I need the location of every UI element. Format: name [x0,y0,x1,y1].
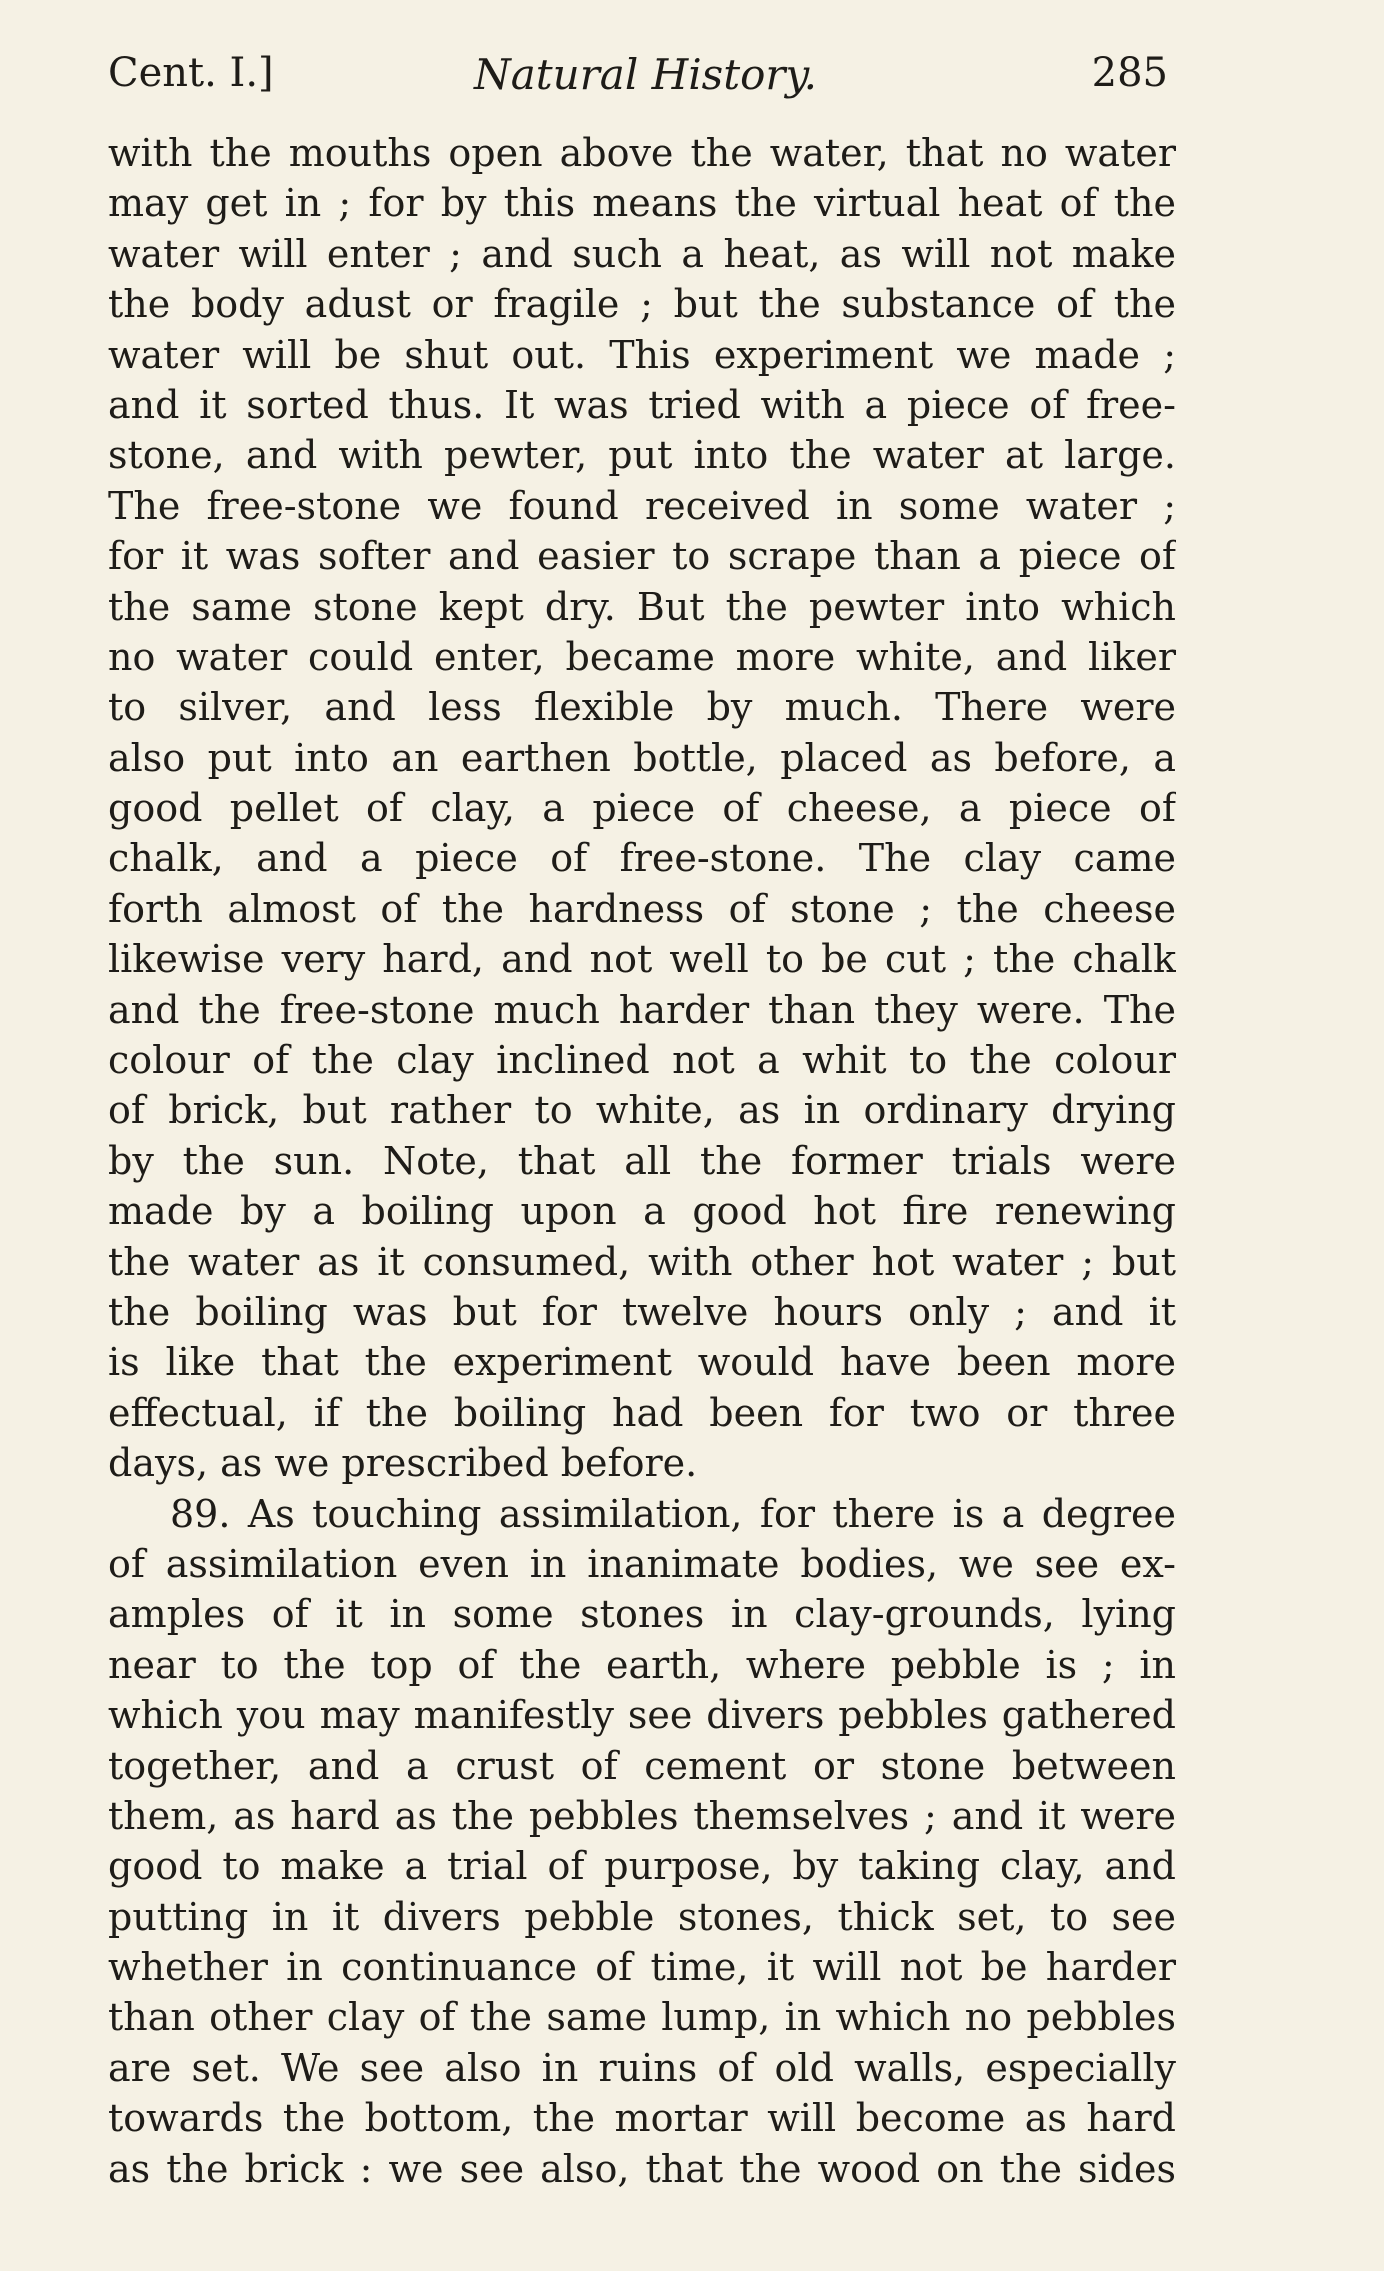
text-line: no water could enter, became more white, and liker [108,634,1176,679]
text-line: as the brick : we see also, that the wood on the sides [108,2146,1176,2191]
text-line: whether in continuance of time, it will not be harder [108,1945,1176,1990]
text-line: good pellet of clay, a piece of cheese, a piece of [108,786,1176,831]
page-number: 285 [1091,50,1168,96]
text-line: the same stone kept dry. But the pewter into which [108,584,1176,629]
text-line: of assimilation even in inanimate bodies, we see ex- [108,1541,1176,1586]
paragraph-end-line: days, as we prescribed before. [108,1441,698,1486]
text-line: the boiling was but for twelve hours only ; and it [108,1289,1176,1334]
text-line: are set. We see also in ruins of old walls, especially [108,2045,1176,2090]
text-line: The free-stone we found received in some water ; [108,483,1176,528]
text-line: may get in ; for by this means the virtual heat of the [108,181,1176,226]
text-line: stone, and with pewter, put into the water at large. [108,433,1176,478]
text-line: is like that the experiment would have been more [108,1340,1176,1385]
text-line: water will enter ; and such a heat, as will not make [108,231,1176,276]
text-line: forth almost of the hardness of stone ; the cheese [108,886,1176,931]
text-line: by the sun. Note, that all the former trials were [108,1138,1176,1183]
text-line: near to the top of the earth, where pebble is ; in [108,1642,1176,1687]
text-line: than other clay of the same lump, in which no pebbles [108,1995,1176,2040]
text-line: colour of the clay inclined not a whit to the colour [108,1038,1176,1083]
text-line: of brick, but rather to white, as in ordinary drying [108,1088,1176,1133]
text-line: likewise very hard, and not well to be cut ; the chalk [108,937,1176,982]
text-line: the water as it consumed, with other hot water ; but [108,1239,1176,1284]
text-line: with the mouths open above the water, that no water [108,131,1176,175]
text-line: and it sorted thus. It was tried with a piece of free- [108,382,1176,427]
text-line: and the free-stone much harder than they were. The [108,987,1176,1032]
paragraph-start-line: 89. As touching assimilation, for there is a degree [170,1491,1176,1536]
text-line: effectual, if the boiling had been for two or three [108,1390,1176,1435]
text-line: good to make a trial of purpose, by taking clay, and [108,1844,1176,1889]
text-line: amples of it in some stones in clay-grounds, lying [108,1592,1176,1637]
page-title: Natural History. [474,50,817,99]
text-line: to silver, and less flexible by much. There were [108,685,1176,730]
text-line: putting in it divers pebble stones, thick set, to see [108,1894,1176,1939]
text-line: them, as hard as the pebbles themselves ; and it were [108,1793,1176,1838]
text-line: together, and a crust of cement or stone between [108,1743,1176,1788]
text-line: water will be shut out. This experiment we made ; [108,332,1176,377]
text-line: which you may manifestly see divers pebbles gathered [108,1693,1176,1738]
text-line: made by a boiling upon a good hot fire renewing [108,1189,1176,1234]
text-line: for it was softer and easier to scrape than a piece of [108,534,1176,579]
running-head [108,44,1168,108]
text-line: chalk, and a piece of free-stone. The clay came [108,836,1176,881]
body-text [108,128,1176,2194]
text-line: the body adust or fragile ; but the substance of the [108,282,1176,327]
section-reference: Cent. I.] [108,50,274,96]
text-line: towards the bottom, the mortar will become as hard [108,2096,1176,2141]
text-line: also put into an earthen bottle, placed as before, a [108,735,1176,780]
